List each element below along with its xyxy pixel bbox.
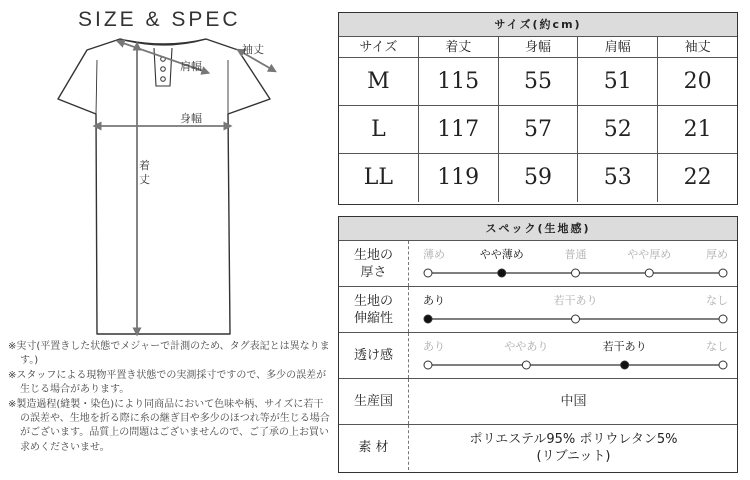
scale-option-label: あり (423, 340, 445, 353)
table-row (339, 58, 737, 106)
shoulder-cell: 51 (578, 58, 658, 105)
scale-option-label: ややあり (504, 340, 549, 353)
scale-option-label: あり (423, 294, 445, 307)
scale-option-label: 薄め (423, 248, 445, 261)
column-header: 袖丈 (684, 40, 711, 55)
thickness-label: 生地の 厚さ (339, 241, 409, 286)
scale-point (645, 269, 653, 277)
scale-option-label: 若干あり (602, 340, 647, 353)
label-length-1: 着 (139, 159, 150, 172)
column-header: 着丈 (419, 37, 499, 57)
size-cell: L (339, 106, 419, 153)
scale-point (424, 269, 432, 277)
label-length-2: 丈 (139, 173, 150, 186)
table-row (339, 154, 737, 202)
scale-option-label: なし (706, 340, 728, 353)
note-1: ※実寸(平置きした状態でメジャーで計測のため、タグ表記とは異なります。) (8, 341, 330, 367)
notes (8, 340, 333, 455)
sleeve-cell: 22 (683, 165, 712, 190)
shoulder-cell: 53 (578, 154, 658, 202)
length-cell: 117 (419, 106, 499, 153)
size-table-heading: サイズ(約cm) (339, 13, 737, 37)
column-header: サイズ (339, 37, 419, 57)
origin-value: 中国 (560, 394, 587, 409)
size-cell: M (339, 58, 419, 105)
scale-point (719, 269, 727, 277)
size-cell: LL (339, 154, 419, 202)
size-table (338, 12, 738, 205)
scale-point (572, 315, 580, 323)
chest-cell: 57 (499, 106, 579, 153)
scale-option-label: 厚め (706, 248, 728, 261)
column-header: 肩幅 (578, 37, 658, 57)
material-row (339, 425, 737, 470)
shoulder-cell: 52 (578, 106, 658, 153)
column-header: 身幅 (499, 37, 579, 57)
sheer-scale (410, 333, 737, 378)
length-cell: 119 (419, 154, 499, 202)
page-title: SIZE & SPEC (78, 8, 241, 31)
label-chest: 身幅 (180, 112, 202, 125)
scale-point (719, 361, 727, 369)
thickness-row (339, 241, 737, 287)
length-cell: 115 (419, 58, 499, 105)
scale-point-selected (498, 269, 506, 277)
thickness-scale (410, 241, 737, 286)
stretch-scale (410, 287, 737, 332)
spec-table (338, 216, 738, 473)
scale-point-selected (621, 361, 629, 369)
size-table-header-row (339, 37, 737, 58)
material-label: 素 材 (339, 425, 409, 470)
garment-illustration (40, 36, 310, 341)
sheer-row (339, 333, 737, 379)
scale-option-label: やや厚め (627, 248, 672, 261)
scale-option-label: 普通 (564, 248, 587, 261)
scale-point-selected (424, 315, 432, 323)
scale-option-label: 若干あり (553, 294, 598, 307)
material-value: ポリエステル95% ポリウレタン5% (リブニット) (469, 431, 678, 464)
sheer-label: 透け感 (339, 333, 409, 378)
scale-point (424, 361, 432, 369)
label-shoulder: 肩幅 (180, 60, 202, 73)
sleeve-cell: 21 (683, 117, 712, 142)
table-row (339, 106, 737, 154)
note-2: ※スタッフによる現物平置き状態での実測採寸ですので、多少の誤差が生じる場合があります。 (8, 369, 327, 396)
stretch-label: 生地の 伸縮性 (339, 287, 409, 332)
scale-point (522, 361, 530, 369)
label-sleeve: 袖丈 (242, 43, 264, 56)
stretch-row (339, 287, 737, 333)
origin-label: 生産国 (339, 379, 409, 424)
scale-point (719, 315, 727, 323)
scale-option-label: やや薄め (479, 248, 524, 261)
dress-outline (58, 39, 270, 334)
sleeve-cell: 20 (683, 69, 712, 94)
chest-cell: 55 (499, 58, 579, 105)
spec-table-heading: スペック(生地感) (339, 217, 737, 241)
note-3: ※製造過程(縫製・染色)により同商品において色味や柄、サイズに若干の誤差や、生地を折る際に糸の継ぎ目や多少のほつれ等が生じる場合がございます。品質上の問題はございませんので、ご了承の上お買い求めくださいませ。 (8, 398, 330, 453)
origin-row (339, 379, 737, 425)
scale-option-label: なし (706, 294, 728, 307)
chest-cell: 59 (499, 154, 579, 202)
scale-point (572, 269, 580, 277)
